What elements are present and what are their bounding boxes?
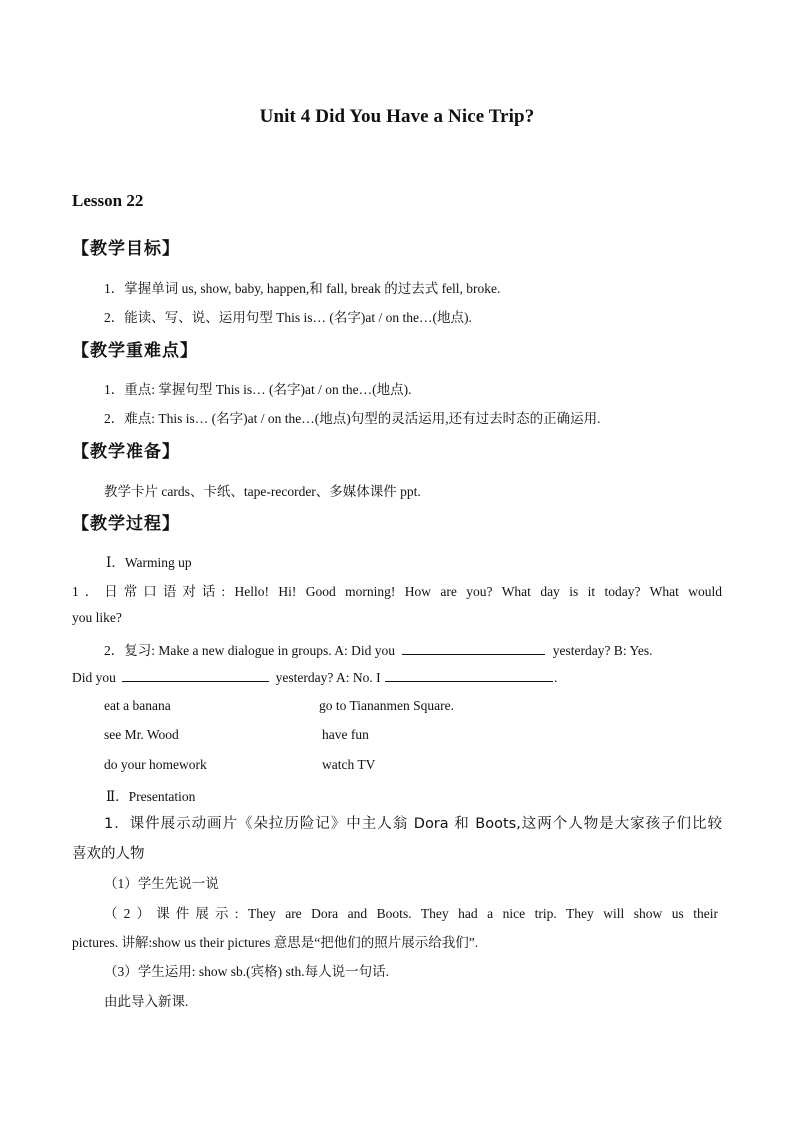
dialogue-line-1: 1．日常口语对话: Hello! Hi! Good morning! How are you? What day is it today? What would [72,584,722,599]
answer-blank-1 [402,642,545,655]
presentation-sub-3: （3）学生运用: show sb.(宾格) sth.每人说一句话. [104,964,390,979]
review-line-2-start: Did you [72,670,116,685]
page-title: Unit 4 Did You Have a Nice Trip? [259,106,535,127]
phrase-left-1: eat a banana [104,698,171,713]
presentation-title: Ⅱ．Presentation [106,789,196,804]
answer-blank-2 [122,669,269,682]
dialogue-line-2: you like? [72,610,122,625]
process-heading: 【教学过程】 [72,514,180,534]
review-line-1-start: 2．复习: Make a new dialogue in groups. A: Did you [104,643,395,658]
lesson-heading: Lesson 22 [72,191,144,210]
goal-item-2: 2．能读、写、说、运用句型 This is… (名字)at / on the…(地点). [104,310,472,325]
phrase-right-1: go to Tiananmen Square. [319,698,454,713]
goals-heading: 【教学目标】 [72,239,180,259]
review-line-1 [104,639,652,659]
warming-up-title: Ⅰ．Warming up [106,555,192,570]
review-line-2-mid: yesterday? A: No. I [275,670,381,685]
preparation-heading: 【教学准备】 [72,442,180,462]
phrase-left-2: see Mr. Wood [104,727,179,742]
presentation-sub-2-line-2: pictures. 讲解:show us their pictures 意思是“把他们的照片展示给我们”. [72,935,479,950]
presentation-ending: 由此导入新课. [104,994,189,1009]
phrase-right-3: watch TV [322,757,376,772]
presentation-line-1: 1．课件展示动画片《朵拉历险记》中主人翁 Dora 和 Boots,这两个人物是大家孩子们比较 [104,816,722,832]
presentation-line-2: 喜欢的人物 [72,846,145,862]
review-line-1-end: yesterday? B: Yes. [552,643,653,658]
presentation-sub-1: （1）学生先说一说 [104,876,219,891]
phrase-left-3: do your homework [104,757,207,772]
review-line-2-end: . [553,670,558,685]
keypoints-heading: 【教学重难点】 [72,341,198,361]
keypoint-item-2: 2．难点: This is… (名字)at / on the…(地点)句型的灵活运用,还有过去时态的正确运用. [104,411,601,426]
presentation-sub-2-line-1: （2）课件展示: They are Dora and Boots. They had a nice trip. They will show us their [104,906,718,921]
goal-item-1: 1．掌握单词 us, show, baby, happen,和 fall, break 的过去式 fell, broke. [104,281,501,296]
review-line-2 [72,669,557,686]
phrase-right-2: have fun [322,727,369,742]
answer-blank-3 [385,669,553,682]
preparation-text: 教学卡片 cards、卡纸、tape-recorder、多媒体课件 ppt. [104,484,421,499]
keypoint-item-1: 1．重点: 掌握句型 This is… (名字)at / on the…(地点). [104,382,412,397]
